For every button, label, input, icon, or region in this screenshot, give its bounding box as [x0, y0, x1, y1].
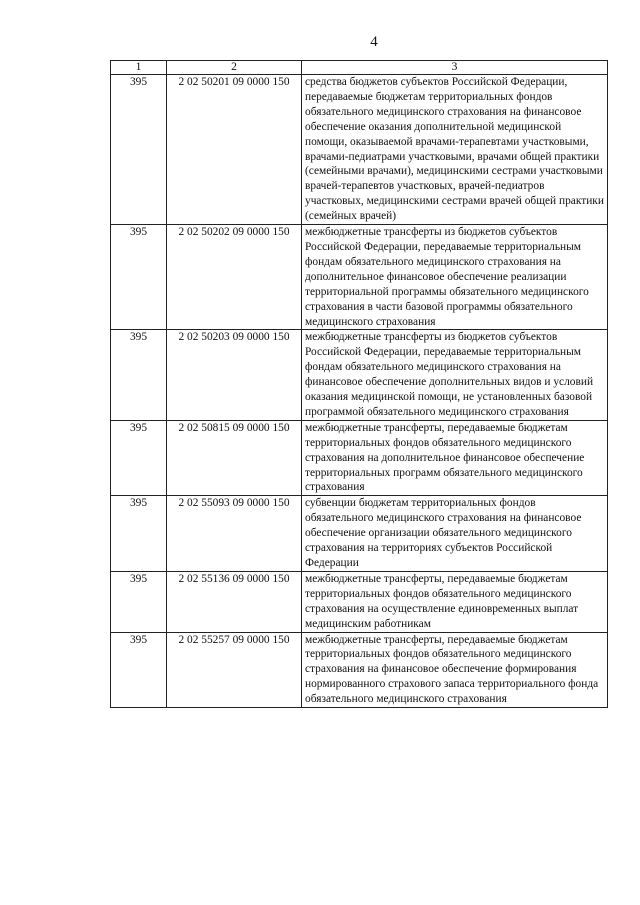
budget-code-cell: 2 02 50201 09 0000 150 — [167, 75, 302, 225]
admin-code-cell: 395 — [111, 496, 167, 572]
table-row — [111, 225, 608, 330]
header-col-2: 2 — [167, 61, 302, 75]
admin-code-cell: 395 — [111, 571, 167, 632]
admin-code-cell: 395 — [111, 632, 167, 708]
table-row — [111, 571, 608, 632]
description-cell: средства бюджетов субъектов Российской Федерации, передаваемые бюджетам территориальных фондов обязательного медицинского страхования на финансовое обеспечение оказания дополнительной медицинской помощи, оказываемой врачами-терапевтами участковыми, врачами-педиатрами участковыми, врачами общей практики (семейными врачами), медицинскими сестрами участковыми врачей-терапевтов участковых, врачей-педиатров участковых, медицинскими сестрами врачей общей практики (семейных врачей) — [302, 75, 608, 225]
admin-code-cell: 395 — [111, 75, 167, 225]
budget-code-cell: 2 02 50815 09 0000 150 — [167, 420, 302, 496]
description-cell: межбюджетные трансферты, передаваемые бюджетам территориальных фондов обязательного медицинского страхования на дополнительное финансовое обеспечение территориальных программ обязательного медицинского страхования — [302, 420, 608, 496]
budget-code-cell: 2 02 55257 09 0000 150 — [167, 632, 302, 708]
budget-code-cell: 2 02 55093 09 0000 150 — [167, 496, 302, 572]
description-cell: субвенции бюджетам территориальных фондов обязательного медицинского страхования на финансовое обеспечение организации обязательного медицинского страхования на территориях субъектов Российской Федерации — [302, 496, 608, 572]
table-header-row — [111, 61, 608, 75]
page-number: 4 — [370, 34, 378, 50]
budget-code-cell: 2 02 55136 09 0000 150 — [167, 571, 302, 632]
description-cell: межбюджетные трансферты, передаваемые бюджетам территориальных фондов обязательного медицинского страхования на осуществление единовременных выплат медицинским работникам — [302, 571, 608, 632]
description-cell: межбюджетные трансферты из бюджетов субъектов Российской Федерации, передаваемые территориальным фондам обязательного медицинского страхования на дополнительное финансовое обеспечение реализации территориальной программы обязательного медицинского страхования в части базовой программы обязательного медицинского страхования — [302, 225, 608, 330]
admin-code-cell: 395 — [111, 330, 167, 420]
table-row — [111, 420, 608, 496]
header-col-1: 1 — [111, 61, 167, 75]
description-cell: межбюджетные трансферты из бюджетов субъектов Российской Федерации, передаваемые территориальным фондам обязательного медицинского страхования на финансовое обеспечение дополнительных видов и условий оказания медицинской помощи, не установленных базовой программой обязательного медицинского страхования — [302, 330, 608, 420]
table-row — [111, 496, 608, 572]
description-cell: межбюджетные трансферты, передаваемые бюджетам территориальных фондов обязательного медицинского страхования на финансовое обеспечение формирования нормированного страхового запаса территориального фонда обязательного медицинского страхования — [302, 632, 608, 708]
admin-code-cell: 395 — [111, 420, 167, 496]
admin-code-cell: 395 — [111, 225, 167, 330]
budget-code-cell: 2 02 50203 09 0000 150 — [167, 330, 302, 420]
table-row — [111, 75, 608, 225]
table-row — [111, 632, 608, 708]
budget-codes-table — [110, 60, 608, 708]
table-row — [111, 330, 608, 420]
budget-code-cell: 2 02 50202 09 0000 150 — [167, 225, 302, 330]
header-col-3: 3 — [302, 61, 608, 75]
